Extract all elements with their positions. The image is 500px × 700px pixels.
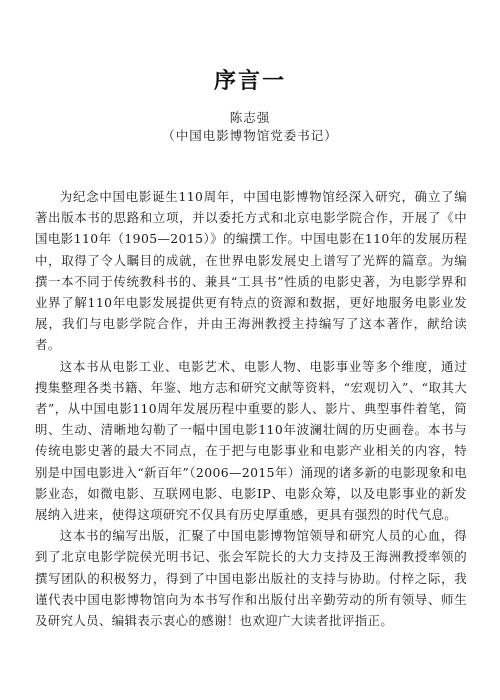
author-affiliation: （中国电影博物馆党委书记） [162, 128, 338, 143]
page-title: 序言一 [213, 69, 286, 94]
body-text [35, 186, 467, 631]
paragraph-3: 这本书的编写出版，汇聚了中国电影博物馆领导和研究人员的心血，得到了北京电影学院侯光明书记、张会军院长的大力支持及王海洲教授率领的撰写团队的积极努力，得到了中国电影出版社的支持与协助。付梓之际，我谨代表中国电影博物馆向为本书写作和出版付出辛勤劳动的所有领导、师生及研究人员、编辑表示衷心的感谢！也欢迎广大读者批评指正。 [35, 528, 467, 629]
paragraph-2: 这本书从电影工业、电影艺术、电影人物、电影事业等多个维度，通过搜集整理各类书籍、年鉴、地方志和研究文献等资料，“宏观切入”、“取其大者”，从中国电影110周年发展历程中重要的影人、影片、典型事件着笔，简明、生动、清晰地勾勒了一幅中国电影110年波澜壮阔的历史画卷。本书与传统电影史著的最大不同点，在于把与电影事业和电影产业相关的内容，特别是中国电影进入“新百年”（2006—2015年）涌现的诸多新的电影现象和电影业态，如微电影、互联网电影、电影IP、电影众筹，以及电影事业的新发展纳入进来，使得这项研究不仅具有历史厚重感，更具有强烈的时代气息。 [35, 358, 467, 523]
paragraph-1: 为纪念中国电影诞生110周年，中国电影博物馆经深入研究，确立了编著出版本书的思路和立项，并以委托方式和北京电影学院合作，开展了《中国电影110年（1905—2015）》的编撰工作。中国电影在110年的发展历程中，取得了令人瞩目的成就，在世界电影发展史上谱写了光辉的篇章。为编撰一本不同于传统教科书的、兼具“工具书”性质的电影史著，为电影学界和业界了解110年电影发展提供更有特点的资源和数据，更好地服务电影业发展，我们与电影学院合作，并由王海洲教授主持编写了这本著作，献给读者。 [35, 189, 467, 353]
author-name: 陈志强 [229, 110, 271, 125]
